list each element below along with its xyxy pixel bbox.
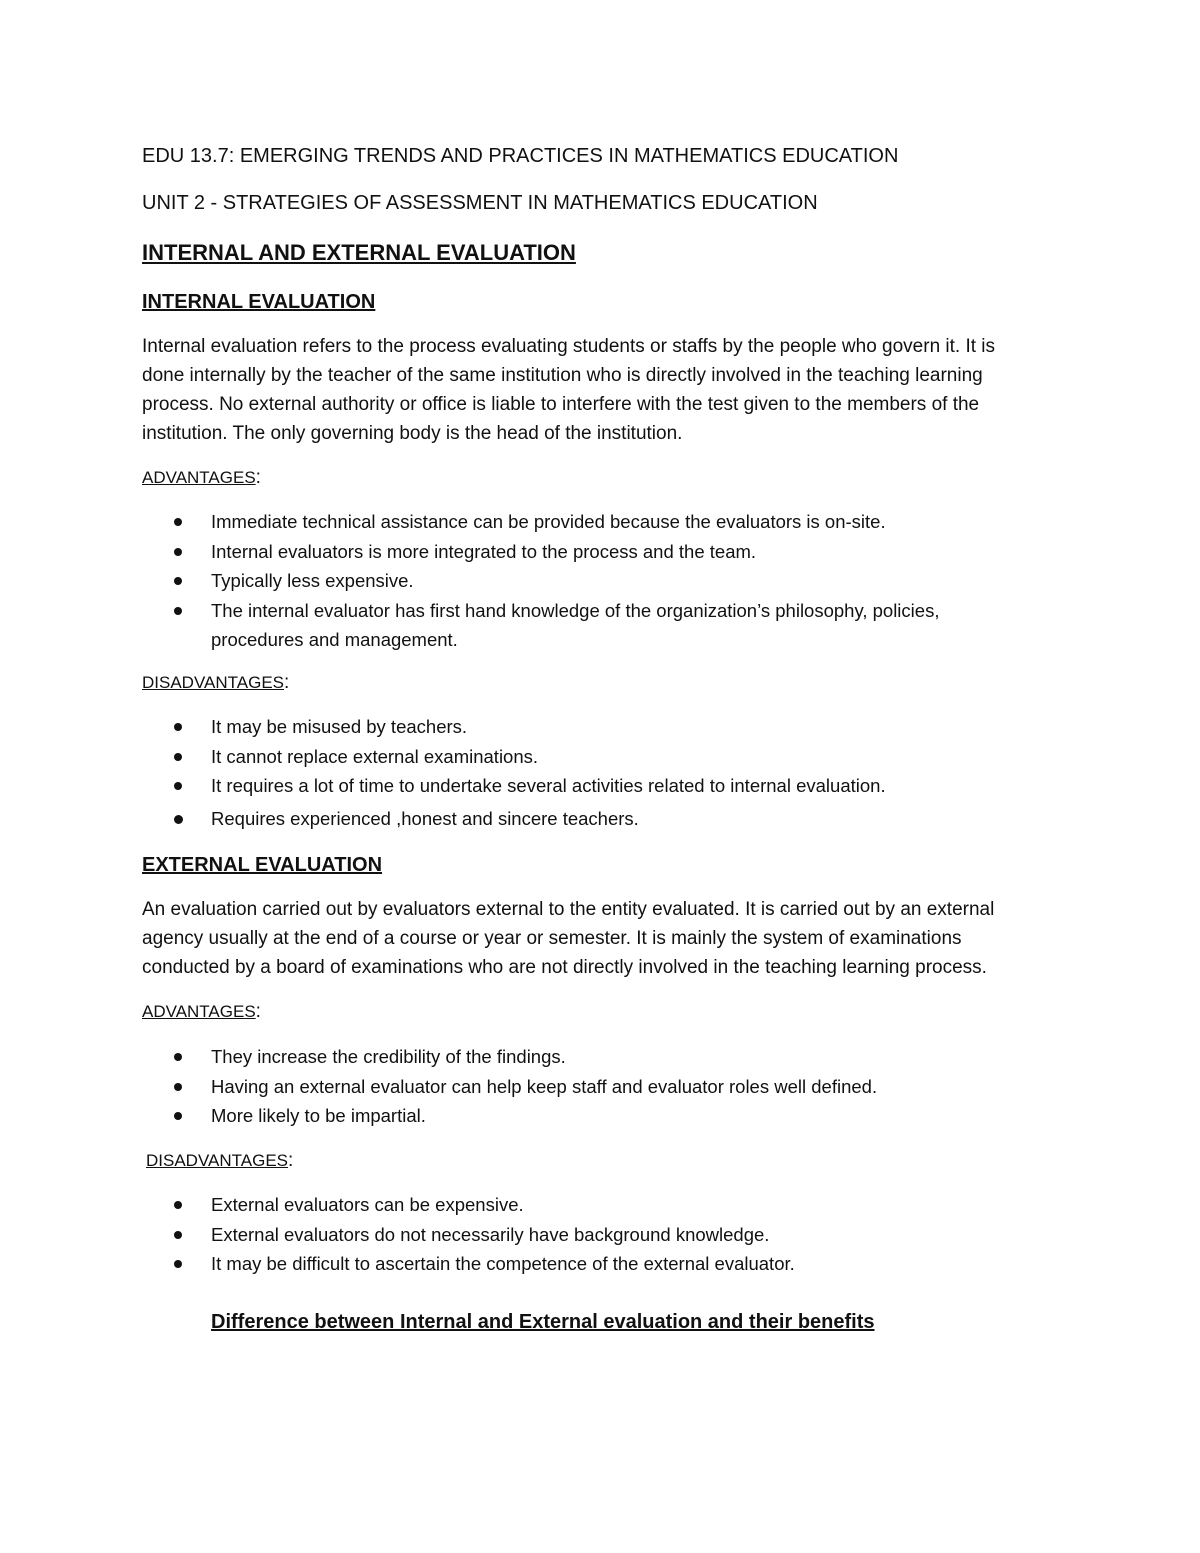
list-item xyxy=(170,742,886,772)
bullet-icon xyxy=(174,815,183,824)
internal-disadvantages-label: DISADVANTAGES xyxy=(142,673,285,692)
list-item xyxy=(170,1249,795,1279)
bullet-icon xyxy=(174,548,182,556)
external-advantages-label-row xyxy=(142,998,261,1026)
list-item-text: It requires a lot of time to undertake several activities related to internal evaluation. xyxy=(211,775,886,796)
list-item xyxy=(170,1072,877,1102)
list-item-text: More likely to be impartial. xyxy=(211,1105,426,1126)
course-title: EDU 13.7: EMERGING TRENDS AND PRACTICES IN MATHEMATICS EDUCATION xyxy=(142,145,899,167)
internal-evaluation-heading: INTERNAL EVALUATION xyxy=(142,291,376,313)
internal-disadvantages-label-row xyxy=(142,669,289,697)
list-item-text: Immediate technical assistance can be provided because the evaluators is on-site. xyxy=(211,511,886,532)
list-item-text: Requires experienced ,honest and sincere teachers. xyxy=(211,807,639,829)
bullet-icon xyxy=(174,577,182,585)
list-item xyxy=(170,1101,877,1131)
unit-title: UNIT 2 - STRATEGIES OF ASSESSMENT IN MATHEMATICS EDUCATION xyxy=(142,192,818,214)
external-disadvantages-label: DISADVANTAGES xyxy=(146,1151,289,1170)
bullet-icon xyxy=(174,753,182,761)
difference-heading: Difference between Internal and External evaluation and their benefits xyxy=(211,1311,875,1333)
list-item-text: External evaluators do not necessarily have background knowledge. xyxy=(211,1223,770,1245)
external-paragraph-line: An evaluation carried out by evaluators external to the entity evaluated. It is carried out by an external xyxy=(142,899,995,920)
internal-paragraph-line: process. No external authority or office is liable to interfere with the test given to the members of the xyxy=(142,394,980,415)
list-item-text: Having an external evaluator can help keep staff and evaluator roles well defined. xyxy=(211,1075,878,1097)
colon: : xyxy=(288,1150,294,1171)
internal-paragraph-line: institution. The only governing body is the head of the institution. xyxy=(142,423,683,444)
list-item-text: They increase the credibility of the findings. xyxy=(211,1046,566,1067)
colon: : xyxy=(255,1001,261,1022)
bullet-icon xyxy=(174,1053,182,1061)
external-advantages-label: ADVANTAGES xyxy=(142,1002,256,1021)
list-item-text: procedures and management. xyxy=(211,629,458,650)
list-item xyxy=(170,596,939,626)
list-item xyxy=(170,712,886,742)
list-item xyxy=(170,566,939,596)
internal-disadvantages-list xyxy=(170,712,886,833)
list-item xyxy=(170,771,886,801)
internal-paragraph-line: done internally by the teacher of the same institution who is directly involved in the teaching learning xyxy=(142,365,983,386)
list-item-text: Internal evaluators is more integrated to the process and the team. xyxy=(211,540,757,562)
list-item-continuation xyxy=(170,625,939,655)
bullet-icon xyxy=(174,1201,182,1209)
list-item-text: It cannot replace external examinations. xyxy=(211,745,539,767)
internal-paragraph-line: Internal evaluation refers to the process evaluating students or staffs by the people who govern it. It is xyxy=(142,336,996,357)
list-item-text: External evaluators can be expensive. xyxy=(211,1194,524,1215)
colon: : xyxy=(255,467,261,488)
internal-advantages-list xyxy=(170,507,939,655)
list-item-text: Typically less expensive. xyxy=(211,570,414,591)
list-item-text: It may be difficult to ascertain the competence of the external evaluator. xyxy=(211,1253,795,1274)
list-item xyxy=(170,1220,795,1250)
bullet-icon xyxy=(174,782,182,790)
list-item xyxy=(170,507,939,537)
external-paragraph-line: conducted by a board of examinations who are not directly involved in the teaching learning process. xyxy=(142,957,987,978)
external-advantages-list xyxy=(170,1042,877,1131)
list-item xyxy=(170,1190,795,1220)
bullet-icon xyxy=(174,1112,182,1120)
external-disadvantages-list xyxy=(170,1190,795,1279)
internal-advantages-label: ADVANTAGES xyxy=(142,468,256,487)
list-item xyxy=(170,804,886,834)
bullet-icon xyxy=(174,1260,182,1268)
bullet-icon xyxy=(174,607,182,615)
internal-advantages-label-row xyxy=(142,464,261,492)
external-disadvantages-label-row xyxy=(146,1147,293,1175)
list-item-text: It may be misused by teachers. xyxy=(211,716,468,737)
external-evaluation-heading: EXTERNAL EVALUATION xyxy=(142,854,383,876)
list-item xyxy=(170,1042,877,1072)
colon: : xyxy=(284,672,290,693)
list-item-text: The internal evaluator has first hand knowledge of the organization’s philosophy, policies, xyxy=(211,599,940,621)
external-paragraph-line: agency usually at the end of a course or year or semester. It is mainly the system of examinations xyxy=(142,928,962,949)
bullet-icon xyxy=(174,1083,182,1091)
main-heading: INTERNAL AND EXTERNAL EVALUATION xyxy=(142,240,576,265)
list-item xyxy=(170,537,939,567)
bullet-icon xyxy=(174,1231,182,1239)
bullet-icon xyxy=(174,723,182,731)
bullet-icon xyxy=(174,518,182,526)
